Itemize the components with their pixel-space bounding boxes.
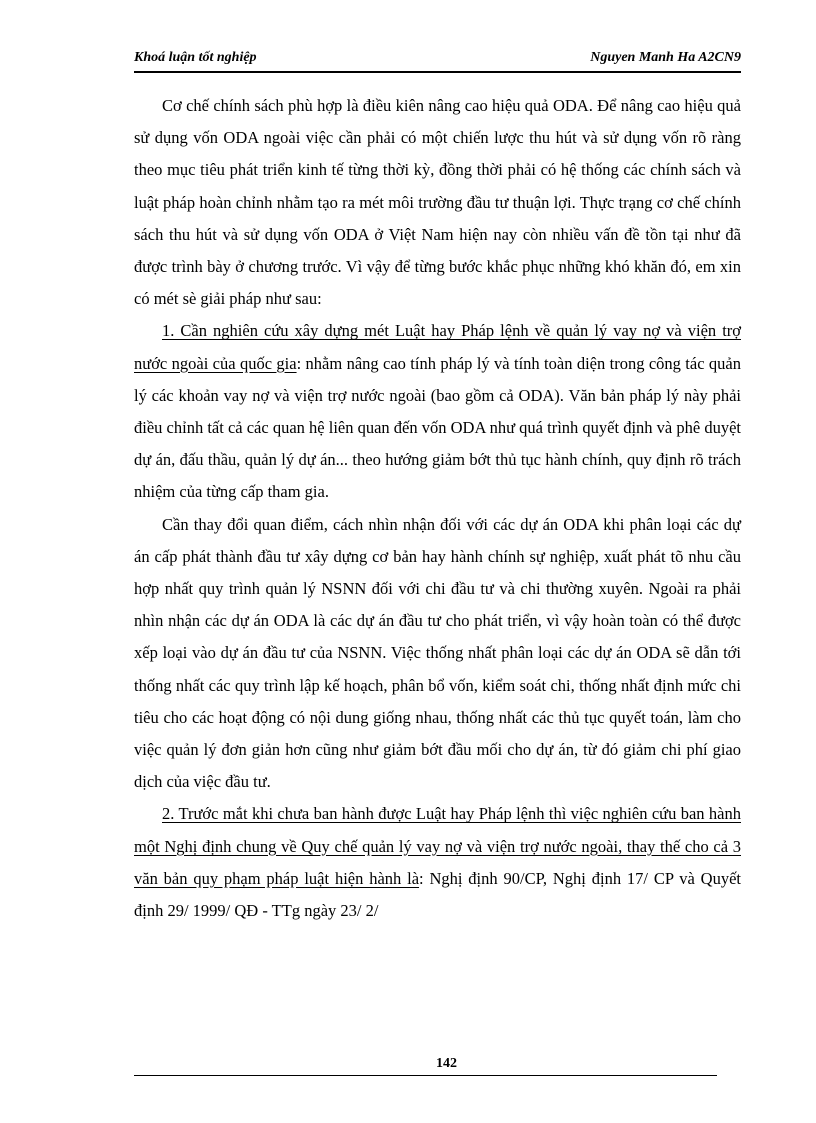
page-number: 142 (436, 1056, 457, 1071)
solution-2-heading: 2. Trước mắt khi chưa ban hành được Luật hay Pháp lệnh thì việc nghiên cứu ban hành một Nghị định chung về Quy chế quản lý vay nợ và viện trợ nước ngoài, thay thế cho cả 3 văn bản quy phạm pháp luật hiện hành là (134, 804, 741, 888)
header-author: Nguyen Manh Ha A2CN9 (590, 50, 741, 65)
footer-divider (134, 1075, 717, 1076)
paragraph-solution-2 (134, 798, 741, 927)
solution-2-text: : Nghị định 90/CP, Nghị định 17/ CP và Quyết định 29/ 1999/ QĐ - TTg ngày 23/ 2/ (134, 868, 741, 921)
solution-1-heading: 1. Cần nghiên cứu xây dựng mét Luật hay Pháp lệnh về quản lý vay nợ và viện trợ nước ngoài của quốc gia (134, 321, 741, 373)
solution-1-text: : nhằm nâng cao tính pháp lý và tính toàn diện trong công tác quản lý các khoản vay nợ và viện trợ nước ngoài (bao gồm cả ODA). Văn bản pháp lý này phải điều chỉnh tất cả các quan hệ liên quan đến vốn ODA như quá trình quyết định và phê duyệt dự án, đấu thầu, quản lý dự án... theo hướng giảm bớt thủ tục hành chính, quy định rõ trách nhiệm của từng cấp tham gia. (134, 353, 741, 502)
header-thesis-title: Khoá luận tốt nghiệp (134, 50, 257, 65)
page-header (134, 50, 741, 70)
paragraph-classification: Cần thay đổi quan điểm, cách nhìn nhận đối với các dự án ODA khi phân loại các dự án cấp phát thành đầu tư xây dựng cơ bản hay hành chính sự nghiệp, xuất phát tõ nhu cầu hợp nhất quy trình quản lý NSNN đối với chi đầu tư và chi thường xuyên. Ngoài ra phải nhìn nhận các dự án ODA là các dự án đầu tư cho phát triển, vì vậy hoàn toàn có thể được xếp loại vào dự án đầu tư của NSNN. Việc thống nhất phân loại các dự án ODA sẽ dẫn tới thống nhất các quy trình lập kế hoạch, phân bổ vốn, kiểm soát chi, thống nhất định mức chi tiêu cho các hoạt động có nội dung giống nhau, thống nhất các thủ tục quyết toán, làm cho việc quản lý đơn giản hơn cũng như giảm bớt đầu mối cho dự án, từ đó giảm chi phí giao dịch của việc đầu tư. (134, 514, 741, 792)
paragraph-intro: Cơ chế chính sách phù hợp là điều kiên nâng cao hiệu quả ODA. Để nâng cao hiệu quả sử dụng vốn ODA ngoài việc cần phải có một chiến lược thu hút và sử dụng vốn rõ ràng theo mục tiêu phát triển kinh tế từng thời kỳ, đồng thời phải có hệ thống các chính sách và luật pháp hoàn chỉnh nhằm tạo ra mét môi trường đầu tư thuận lợi. Thực trạng cơ chế chính sách thu hút và sử dụng vốn ODA ở Việt Nam hiện nay còn nhiều vấn đề tồn tại như đã được trình bày ở chương trước. Vì vậy để từng bước khắc phục những khó khăn đó, em xin có mét sè giải pháp như sau: (134, 96, 741, 309)
header-divider (134, 71, 741, 73)
paragraph-solution-1 (134, 315, 741, 508)
document-body (134, 90, 741, 927)
